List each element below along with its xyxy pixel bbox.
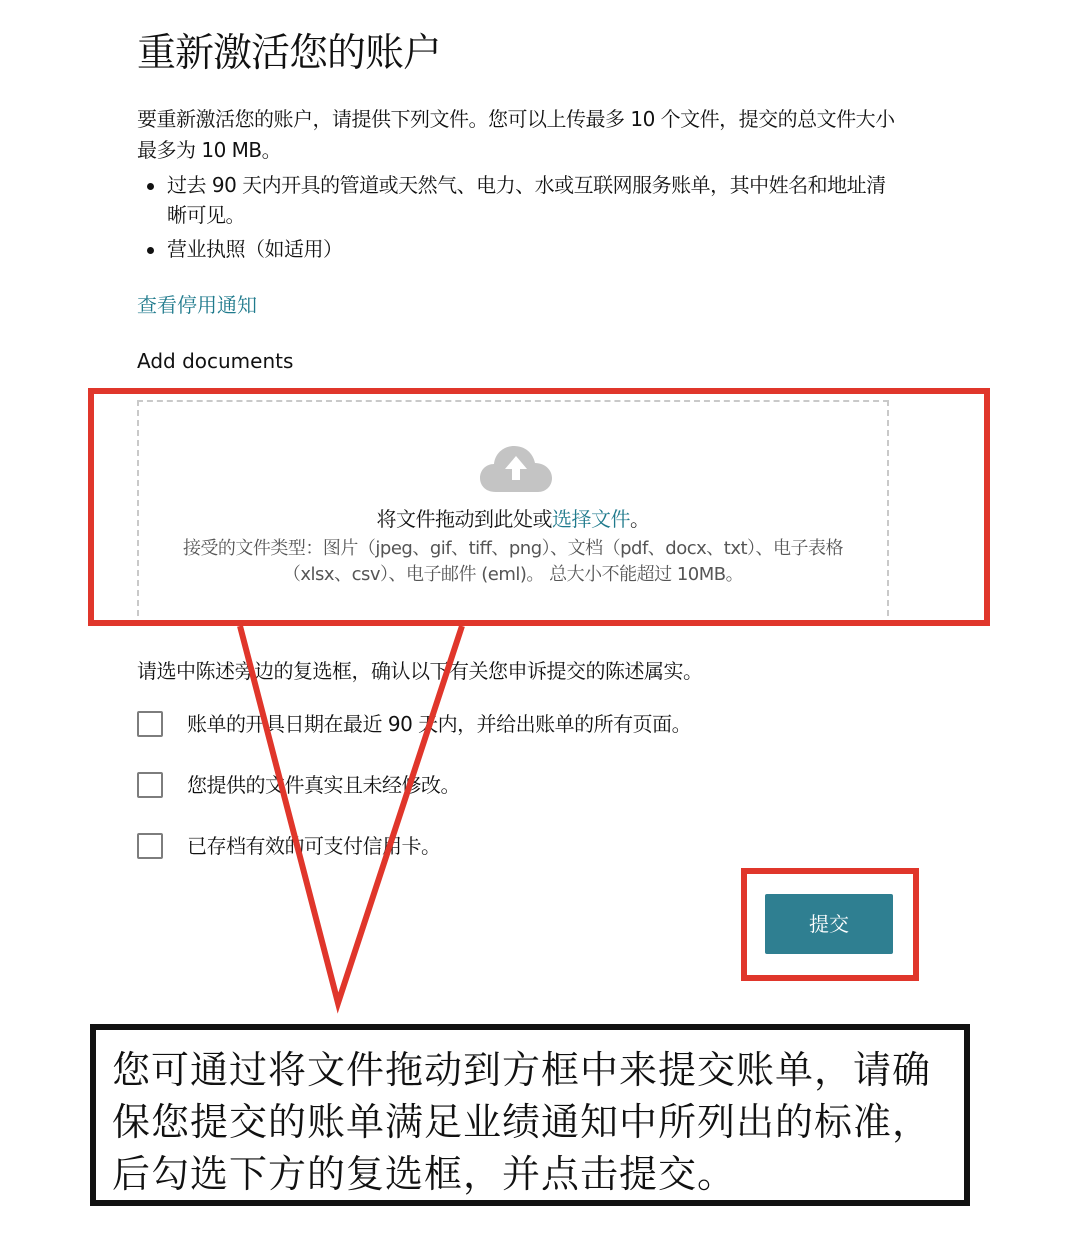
bill-date-label[interactable]: 账单的开具日期在最近 90 天内，并给出账单的所有页面。 (187, 712, 692, 736)
accepted-file-types: 接受的文件类型：图片（jpeg、gif、tiff、png）、文档（pdf、docx、txt）、电子表格（xlsx、csv）、电子邮件 (eml)。 总大小不能超过 10MB。 (182, 538, 844, 585)
instruction-callout (90, 1024, 970, 1206)
dropzone-prompt-end: 。 (630, 507, 650, 531)
submit-button[interactable]: 提交 (765, 894, 893, 954)
view-deactivation-notice-link[interactable]: 查看停用通知 (137, 293, 257, 317)
authentic-docs-checkbox[interactable] (137, 772, 163, 798)
dropzone-prompt-text: 将文件拖动到此处或 (376, 507, 552, 531)
page-title: 重新激活您的账户 (137, 31, 442, 76)
requirement-business-license: 营业执照（如适用） (137, 234, 897, 264)
bill-date-checkbox[interactable] (137, 711, 163, 737)
submit-highlight-box (741, 868, 919, 981)
requirement-utility-bill: 过去 90 天内开具的管道或天然气、电力、水或互联网服务账单，其中姓名和地址清晰可见。 (137, 170, 897, 230)
requirements-list (137, 170, 897, 268)
authentic-docs-label[interactable]: 您提供的文件真实且未经修改。 (187, 773, 460, 797)
confirmation-instruction: 请选中陈述旁边的复选框，确认以下有关您申诉提交的陈述属实。 (137, 659, 703, 683)
instruction-callout-text: 您可通过将文件拖动到方框中来提交账单，请确保您提交的账单满足业绩通知中所列出的标准，后勾选下方的复选框，并点击提交。 (112, 1048, 932, 1196)
add-documents-label: Add documents (137, 349, 294, 373)
intro-text: 要重新激活您的账户，请提供下列文件。您可以上传最多 10 个文件，提交的总文件大小最多为 10 MB。 (137, 107, 895, 162)
dropzone-highlight-box (88, 388, 990, 626)
choose-file-link[interactable]: 选择文件 (552, 507, 630, 531)
credit-card-checkbox[interactable] (137, 833, 163, 859)
credit-card-label[interactable]: 已存档有效的可支付信用卡。 (187, 834, 441, 858)
